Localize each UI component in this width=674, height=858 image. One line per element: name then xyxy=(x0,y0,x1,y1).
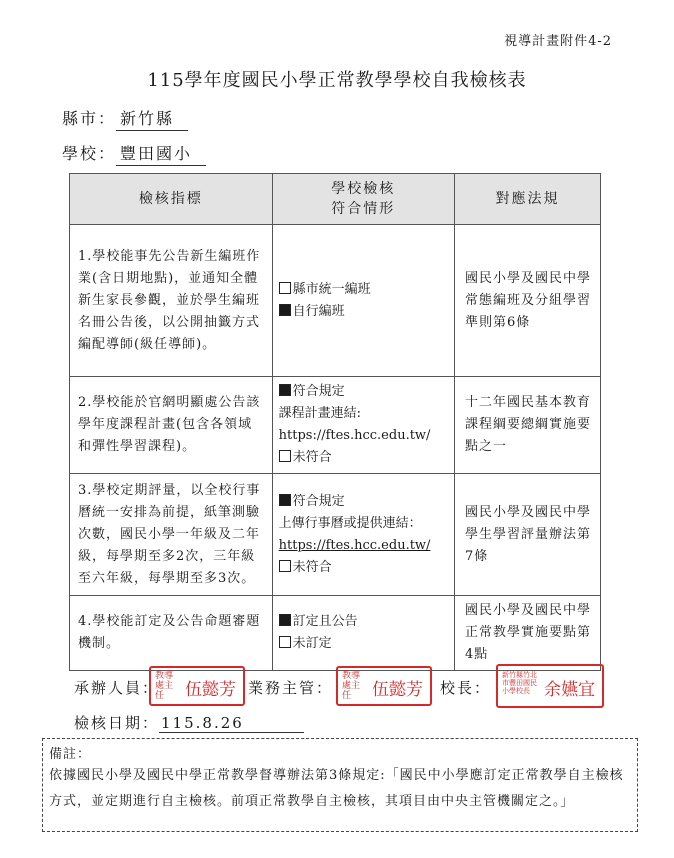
table-header-row xyxy=(70,174,601,225)
status-cell xyxy=(272,225,454,377)
principal-seal-stamp xyxy=(496,664,604,708)
county-value: 新竹縣 xyxy=(116,106,188,131)
annex-label: 視導計畫附件4-2 xyxy=(504,34,612,49)
stamp-name: 伍懿芳 xyxy=(185,680,236,700)
indicator-cell: 2.學校能於官網明顯處公告該學年度課程計畫(包含各領域和彈性學習課程)。 xyxy=(70,377,273,474)
header-compliance xyxy=(272,174,454,225)
table-row xyxy=(70,596,601,671)
remarks-head: 備註： xyxy=(49,747,92,762)
stamp-name: 伍懿芳 xyxy=(372,680,423,700)
option-label: 訂定且公告 xyxy=(292,614,358,629)
county-label: 縣市： xyxy=(62,109,117,128)
option-label: 未訂定 xyxy=(292,636,332,651)
header-compliance-line: 學校檢核 xyxy=(331,181,396,197)
indicator-cell: 1.學校能事先公告新生編班作業(含日期地點)，並通知全體新生家長參觀，並於學生編班名冊公告後，以公開抽籤方式編配導師(級任導師)。 xyxy=(70,225,273,377)
stamp-office: 教導處主任 xyxy=(342,671,361,701)
principal-label: 校長： xyxy=(440,679,492,697)
option-item[interactable] xyxy=(279,611,450,633)
checkbox-filled-icon[interactable] xyxy=(279,614,291,626)
option-item[interactable] xyxy=(279,447,450,469)
regulation-cell: 國民小學及國民中學常態編班及分組學習準則第6條 xyxy=(454,225,600,377)
checklist-table xyxy=(69,173,601,671)
option-label: 符合規定 xyxy=(292,384,345,399)
status-cell xyxy=(272,377,454,474)
link-url[interactable]: https://ftes.hcc.edu.tw/ xyxy=(278,428,431,443)
option-label: 未符合 xyxy=(292,559,332,575)
remarks-box xyxy=(42,738,638,832)
regulation-cell: 國民小學及國民中學學生學習評量辦法第7條 xyxy=(454,474,600,596)
status-cell xyxy=(272,474,454,596)
option-label: 自行編班 xyxy=(292,303,345,319)
stamp-office: 教導處主任 xyxy=(155,671,174,701)
header-compliance-line: 符合情形 xyxy=(331,201,396,217)
checkbox-filled-icon[interactable] xyxy=(279,384,291,396)
school-value: 豐田國小 xyxy=(116,141,206,166)
option-item[interactable] xyxy=(279,557,450,579)
school-label: 學校： xyxy=(62,144,117,163)
checkbox-empty-icon[interactable] xyxy=(279,282,291,294)
header-indicator: 檢核指標 xyxy=(70,174,273,225)
date-label: 檢核日期： xyxy=(74,714,160,732)
option-item[interactable] xyxy=(279,301,450,323)
header-regulation: 對應法規 xyxy=(454,174,600,225)
option-item[interactable] xyxy=(279,491,450,513)
check-date xyxy=(74,712,304,733)
indicator-cell: 4.學校能訂定及公告命題審題機制。 xyxy=(70,596,273,671)
indicator-cell: 3.學校定期評量，以全校行事曆統一安排為前提，紙筆測驗次數，國民小學一年級及二年級，每學期至多2次，三年級至六年級，每學期至多3次。 xyxy=(70,474,273,596)
status-cell xyxy=(272,596,454,671)
school-field xyxy=(62,141,206,166)
checkbox-filled-icon[interactable] xyxy=(279,494,291,506)
county-field xyxy=(62,106,188,131)
stamp-office: 新竹縣竹北市豐田國民小學校長 xyxy=(502,671,537,695)
option-label: 縣市統一編班 xyxy=(292,281,371,297)
link-url[interactable]: https://ftes.hcc.edu.tw/ xyxy=(278,537,431,553)
handler-seal-stamp xyxy=(149,666,245,706)
date-value: 115.8.26 xyxy=(159,714,304,733)
option-label: 符合規定 xyxy=(292,493,345,509)
stamp-name: 余嬿宜 xyxy=(544,680,595,700)
option-item[interactable] xyxy=(279,633,450,655)
option-item[interactable] xyxy=(279,279,450,301)
table-row xyxy=(70,225,601,377)
checkbox-empty-icon[interactable] xyxy=(279,450,291,462)
checkbox-filled-icon[interactable] xyxy=(279,304,291,316)
option-item[interactable] xyxy=(279,381,450,403)
link-label: 課程計畫連結: xyxy=(278,406,362,421)
header-compliance-text xyxy=(331,181,395,217)
table-row xyxy=(70,474,601,596)
handler-label: 承辦人員： xyxy=(74,679,160,697)
regulation-cell: 國民小學及國民中學正常教學實施要點第4點 xyxy=(454,596,600,671)
option-label: 未符合 xyxy=(292,450,332,465)
checkbox-empty-icon[interactable] xyxy=(279,560,291,572)
checkbox-empty-icon[interactable] xyxy=(279,636,291,648)
table-row xyxy=(70,377,601,474)
supervisor-seal-stamp xyxy=(336,666,432,706)
form-title: 115學年度國民小學正常教學學校自我檢核表 xyxy=(147,70,527,91)
supervisor-label: 業務主管： xyxy=(248,679,334,697)
remarks-body: 依據國民小學及國民中學正常教學督導辦法第3條規定:「國民中小學應訂定正常教學自主檢核方式，並定期進行自主檢核。前項正常教學自主檢核，其項目由中央主管機關定之。」 xyxy=(49,768,624,809)
regulation-cell: 十二年國民基本教育課程綱要總綱實施要點之一 xyxy=(454,377,600,474)
link-label: 上傳行事曆或提供連結： xyxy=(278,515,422,531)
